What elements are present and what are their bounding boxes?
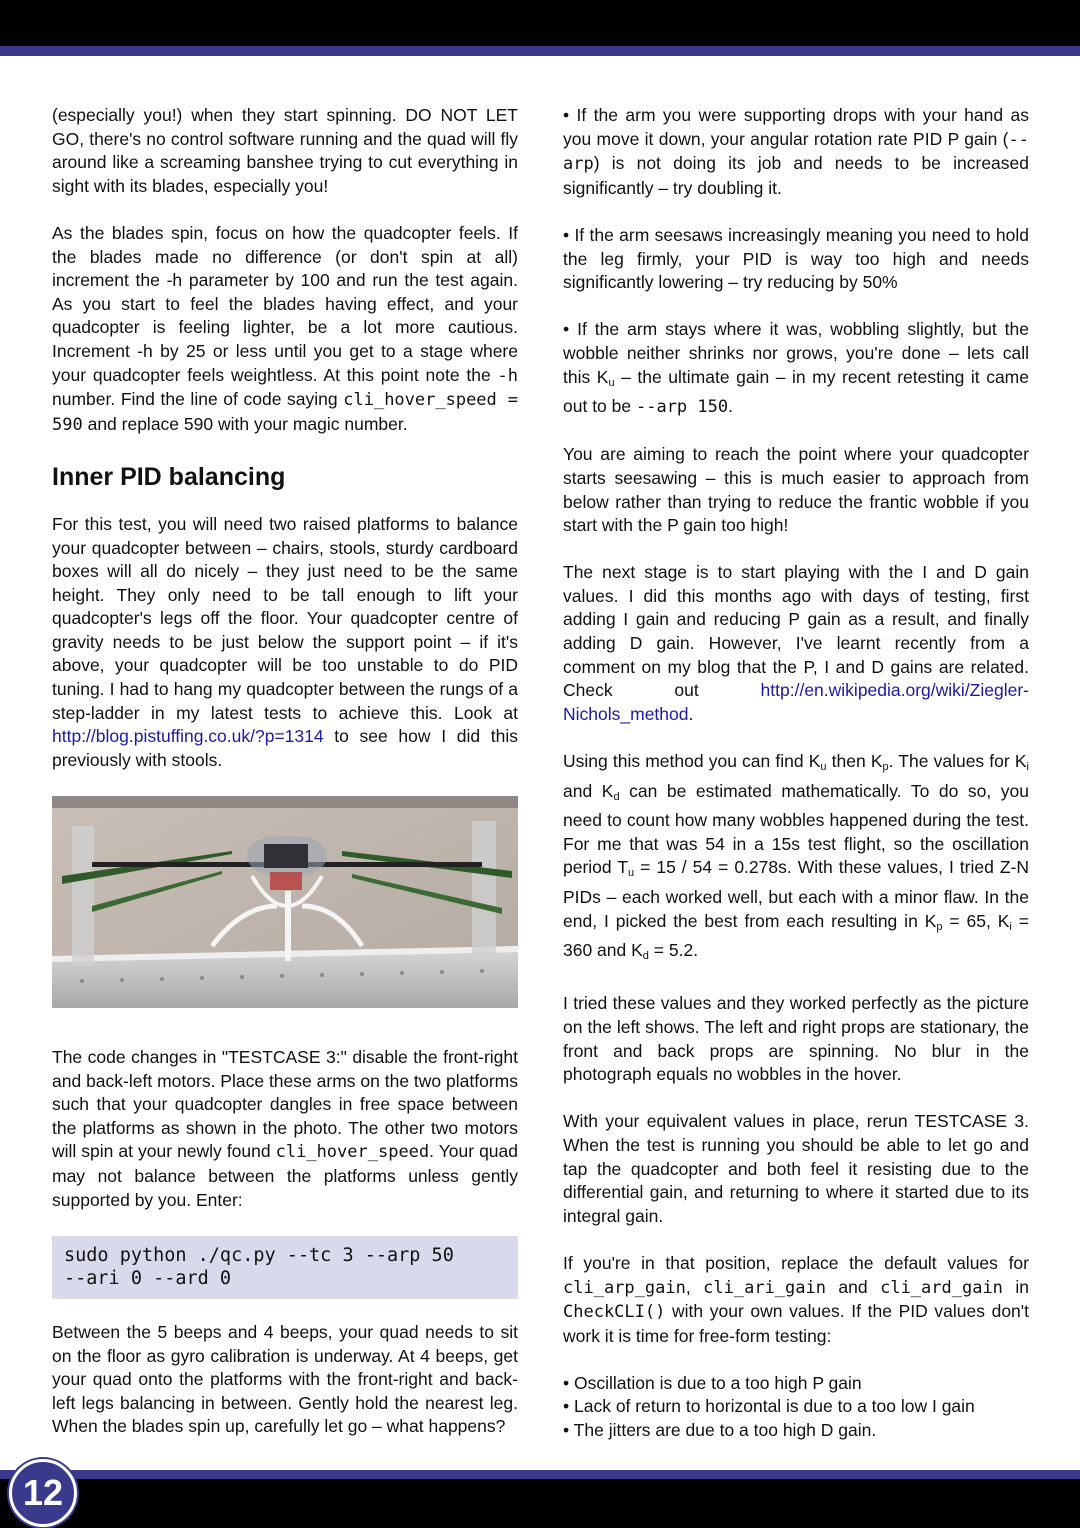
paragraph: For this test, you will need two raised platforms to balance your quadcopter between – chairs, stools, sturdy cardboard boxes will all do nicely – they just need to be the same height. They only need to be tall enough to lift your quadcopter's legs off the floor. Your quadcopter centre of gravity needs to be just below the support point – if it's above, your quadcopter will be too unstable to do PID tuning. I had to hang my quadcopter between the rungs of a step-ladder in my latest tests to achieve this. Look at http://blog.pistuffing.co.uk/?p=1314 to see how I did this previously with stools. <box>52 513 518 770</box>
paragraph: You are aiming to reach the point where your quadcopter starts seesawing – this is much easier to approach from below rather than trying to reduce the frantic wobble if you start with the P gain too high! <box>563 444 1029 536</box>
paragraph: The code changes in "TESTCASE 3:" disable the front-right and back-left motors. Place these arms on the two platforms such that your quadcopter dangles in free space between the platforms as shown in the photo. The other two motors will spin at your newly found cli_hover_speed. Your quad may not balance between the platforms unless gently supported by you. Enter: <box>52 1047 519 1210</box>
paragraph: Between the 5 beeps and 4 beeps, your quad needs to sit on the floor as gyro calibration is underway. At 4 beeps, get your quad onto the platforms with the front-right and back-left legs balancing in between. Gently hold the nearest leg. When the blades spin up, carefully let go – what happens? <box>52 1321 518 1437</box>
paragraph: Using this method you can find $K_u$ then $K_p$. The values for $K_i$ and $K_d$ can be estimated mathematically. To do so, you need to count how many wobbles happened during the test. For me that was 54 in a 15s test flight, so the oscillation period $T_u = 15 / 54 = 0.278s$. With these values, I tried Z-N PIDs – each worked well, but each with a minor flaw. In the end, I picked the best from each resulting in $K_p = 65$, $K_i = 360$ and $K_d = 5.2$. <box>563 751 1029 963</box>
footer-stripe <box>0 1470 1080 1479</box>
code-block: sudo python ./qc.py --tc 3 --arp 50 --ari 0 --ard 0 <box>52 1236 518 1299</box>
paragraph: (especially you!) when they start spinning. DO NOT LET GO, there's no control software running and the quad will fly around like a screaming banshee trying to cut everything in sight with its blades, especially you! <box>52 105 518 196</box>
blog-link[interactable]: http://blog.pistuffing.co.uk/?p=1314 <box>52 726 324 747</box>
section-heading: Inner PID balancing <box>52 462 286 491</box>
quadcopter-photo <box>52 796 518 1008</box>
left-column <box>52 104 518 1463</box>
paragraph: I tried these values and they worked perfectly as the picture on the left shows. The left and right props are stationary, the front and back props are spinning. No blur in the photograph equals no wobbles in the hover. <box>563 993 1029 1085</box>
page-number: 12 <box>9 1459 77 1527</box>
paragraph: With your equivalent values in place, rerun TESTCASE 3. When the test is running you should be able to let go and tap the quadcopter and both feel it resisting due to the differential gain, and returning to where it started due to its integral gain. <box>563 1111 1029 1226</box>
header-bar <box>0 0 1080 46</box>
list-item: • Oscillation is due to a too high P gain <box>563 1372 862 1393</box>
header-stripe <box>0 46 1080 56</box>
bullet-paragraph: • If the arm seesaws increasingly meaning you need to hold the leg firmly, your PID is way too high and needs significantly lowering – try reducing by 50% <box>563 224 1029 293</box>
paragraph: The next stage is to start playing with the I and D gain values. I did this months ago with days of testing, first adding I gain and reducing P gain as a result, and finally adding D gain. However, I've learnt recently from a comment on my blog that the P, I and D gains are related. Check out http://en.wikipedia.org/wiki/Ziegler-Nichols_method. <box>563 562 1029 724</box>
right-column <box>563 104 1029 1443</box>
list-item: • Lack of return to horizontal is due to a too low I gain <box>563 1396 975 1417</box>
bullet-paragraph: • If the arm you were supporting drops with your hand as you move it down, your angular rotation rate PID P gain (--arp) is not doing its job and needs to be increased significantly – try doubling it. <box>563 105 1029 198</box>
paragraph: If you're in that position, replace the default values for cli_arp_gain, cli_ari_gain and cli_ard_gain in CheckCLI() with your own values. If the PID values don't work it is time for free-form testing: <box>563 1252 1029 1346</box>
list-item: • The jitters are due to a too high D gain. <box>563 1420 877 1441</box>
bullet-paragraph: • If the arm stays where it was, wobbling slightly, but the wobble neither shrinks nor grows, you're done – lets call this $K_u$ – the ultimate gain – in my recent retesting it came out to be --arp 150. <box>563 319 1029 418</box>
wikipedia-link[interactable]: http://en.wikipedia.org/wiki/Ziegler-Nichols_method <box>563 680 1029 724</box>
tips-list <box>563 1372 1029 1443</box>
footer-bar <box>0 1479 1080 1528</box>
paragraph: As the blades spin, focus on how the quadcopter feels. If the blades made no difference (or don't spin at all) increment the -h parameter by 100 and run the test again. As you start to feel the blades having effect, and your quadcopter is feeling lighter, be a lot more cautious. Increment -h by 25 or less until you get to a stage where your quadcopter feels weightless. At this point note the -h number. Find the line of code saying cli_hover_speed = 590 and replace 590 with your magic number. <box>52 222 518 435</box>
